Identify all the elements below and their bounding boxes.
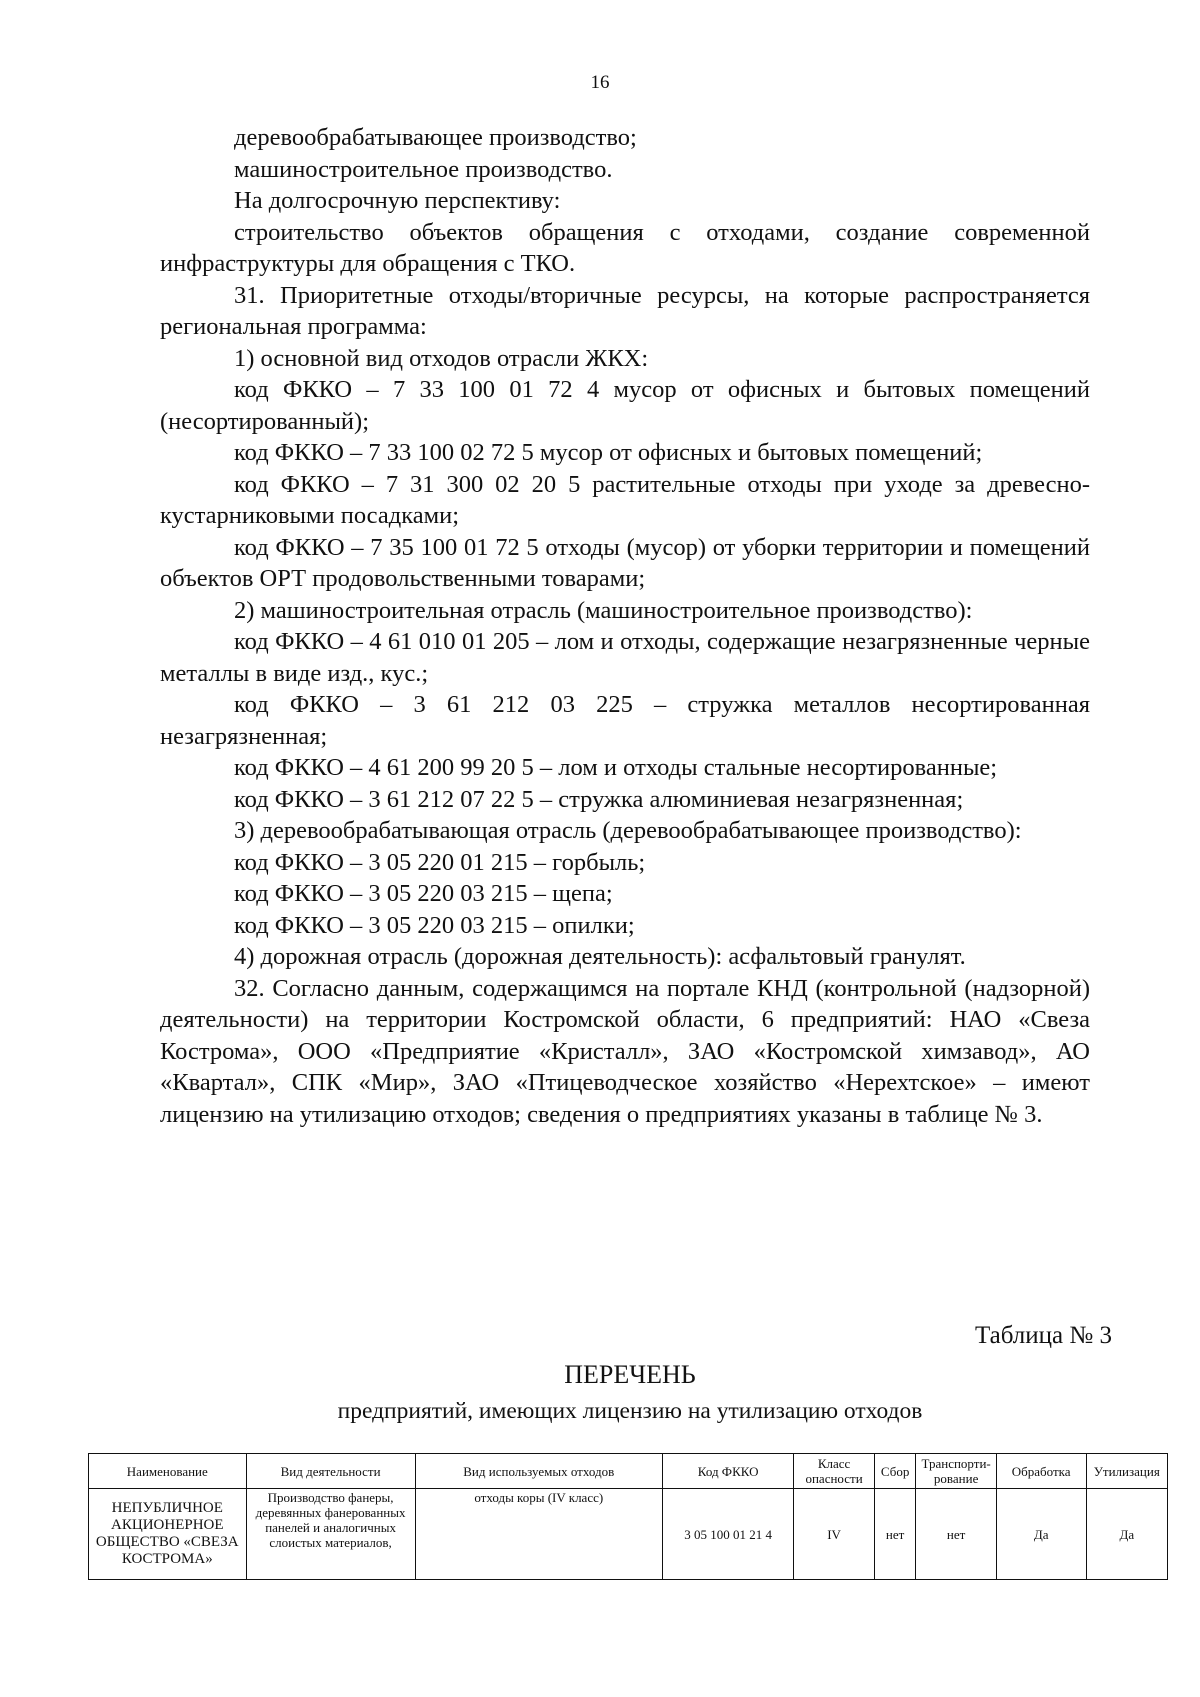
- paragraph: 3) деревообрабатывающая отрасль (деревообрабатывающее производство):: [234, 817, 1022, 844]
- paragraph: деревообрабатывающее производство;: [234, 124, 637, 151]
- table-cell: Да: [1086, 1489, 1167, 1580]
- table-cell: отходы коры (IV класс): [415, 1489, 662, 1580]
- body-text: [160, 122, 1090, 1130]
- paragraph: код ФККО – 4 61 200 99 20 5 – лом и отходы стальные несортированные;: [234, 754, 998, 781]
- paragraph: машиностроительное производство.: [234, 155, 613, 183]
- table-cell: НЕПУБЛИЧНОЕ АКЦИОНЕРНОЕ ОБЩЕСТВО «СВЕЗА КОСТРОМА»: [89, 1489, 247, 1580]
- paragraph: строительство объектов обращения с отходами, создание современной инфраструктуры для обращения с ТКО.: [160, 218, 1090, 277]
- header-cell-hazard-class: Класс опасности: [794, 1454, 874, 1489]
- table-cell: 3 05 100 01 21 4: [662, 1489, 793, 1580]
- paragraph: код ФККО – 4 61 010 01 205 – лом и отходы, содержащие незагрязненные черные металлы в виде изд., кус.;: [160, 628, 1090, 687]
- table-row: [89, 1489, 1168, 1580]
- header-cell-name: Наименование: [89, 1454, 247, 1489]
- paragraph: 1) основной вид отходов отрасли ЖКХ:: [234, 344, 649, 372]
- paragraph: код ФККО – 7 33 100 02 72 5 мусор от офисных и бытовых помещений;: [234, 439, 983, 466]
- table-cell: нет: [916, 1489, 996, 1580]
- paragraph: код ФККО – 3 05 220 03 215 – опилки;: [234, 911, 635, 939]
- table-cell: IV: [794, 1489, 874, 1580]
- paragraph: код ФККО – 3 05 220 01 215 – горбыль;: [234, 848, 646, 876]
- table-cell: Да: [996, 1489, 1086, 1580]
- table-header-row: [89, 1454, 1168, 1489]
- header-cell-processing: Обработка: [996, 1454, 1086, 1489]
- paragraph: 2) машиностроительная отрасль (машиностроительное производство):: [234, 596, 973, 624]
- page-number: 16: [590, 72, 610, 93]
- table-cell: Производство фанеры, деревянных фанерованных панелей и аналогичных слоистых материалов,: [246, 1489, 415, 1580]
- paragraph: 31. Приоритетные отходы/вторичные ресурсы, на которые распространяется региональная программа:: [160, 281, 1090, 340]
- enterprises-table: [88, 1453, 1168, 1580]
- paragraph: На долгосрочную перспективу:: [234, 187, 561, 214]
- paragraph: 32. Согласно данным, содержащимся на портале КНД (контрольной (надзорной) деятельности) на территории Костромской области, 6 предприятий: НАО «Свеза Кострома», ООО «Предприятие «Кристалл», ЗАО «Костромской химзавод», АО «Квартал», СПК «Мир», ЗАО «Птицеводческое хозяйство «Нерехтское» – имеют лицензию на утилизацию отходов; сведения о предприятиях указаны в таблице № 3.: [160, 974, 1090, 1128]
- table-title: ПЕРЕЧЕНЬ: [564, 1360, 696, 1389]
- header-cell-transport: Транспорти-рование: [916, 1454, 996, 1489]
- table-label: Таблица № 3: [974, 1322, 1112, 1349]
- paragraph: код ФККО – 3 61 212 07 22 5 – стружка алюминиевая незагрязненная;: [234, 785, 964, 813]
- header-cell-waste-type: Вид используемых отходов: [415, 1454, 662, 1489]
- paragraph: код ФККО – 3 05 220 03 215 – щепа;: [234, 880, 613, 907]
- paragraph: 4) дорожная отрасль (дорожная деятельность): асфальтовый гранулят.: [234, 943, 966, 970]
- header-cell-utilization: Утилизация: [1086, 1454, 1167, 1489]
- header-cell-activity: Вид деятельности: [246, 1454, 415, 1489]
- paragraph: код ФККО – 7 35 100 01 72 5 отходы (мусор) от уборки территории и помещений объектов ОРТ продовольственными товарами;: [160, 533, 1090, 592]
- table-cell: нет: [874, 1489, 916, 1580]
- paragraph: код ФККО – 7 31 300 02 20 5 растительные отходы при уходе за древесно-кустарниковыми посадками;: [160, 470, 1090, 529]
- header-cell-collection: Сбор: [874, 1454, 916, 1489]
- paragraph: код ФККО – 3 61 212 03 225 – стружка металлов несортированная незагрязненная;: [160, 691, 1090, 750]
- header-cell-fkko-code: Код ФККО: [662, 1454, 793, 1489]
- table-subtitle: предприятий, имеющих лицензию на утилизацию отходов: [337, 1398, 923, 1424]
- paragraph: код ФККО – 7 33 100 01 72 4 мусор от офисных и бытовых помещений (несортированный);: [160, 376, 1090, 435]
